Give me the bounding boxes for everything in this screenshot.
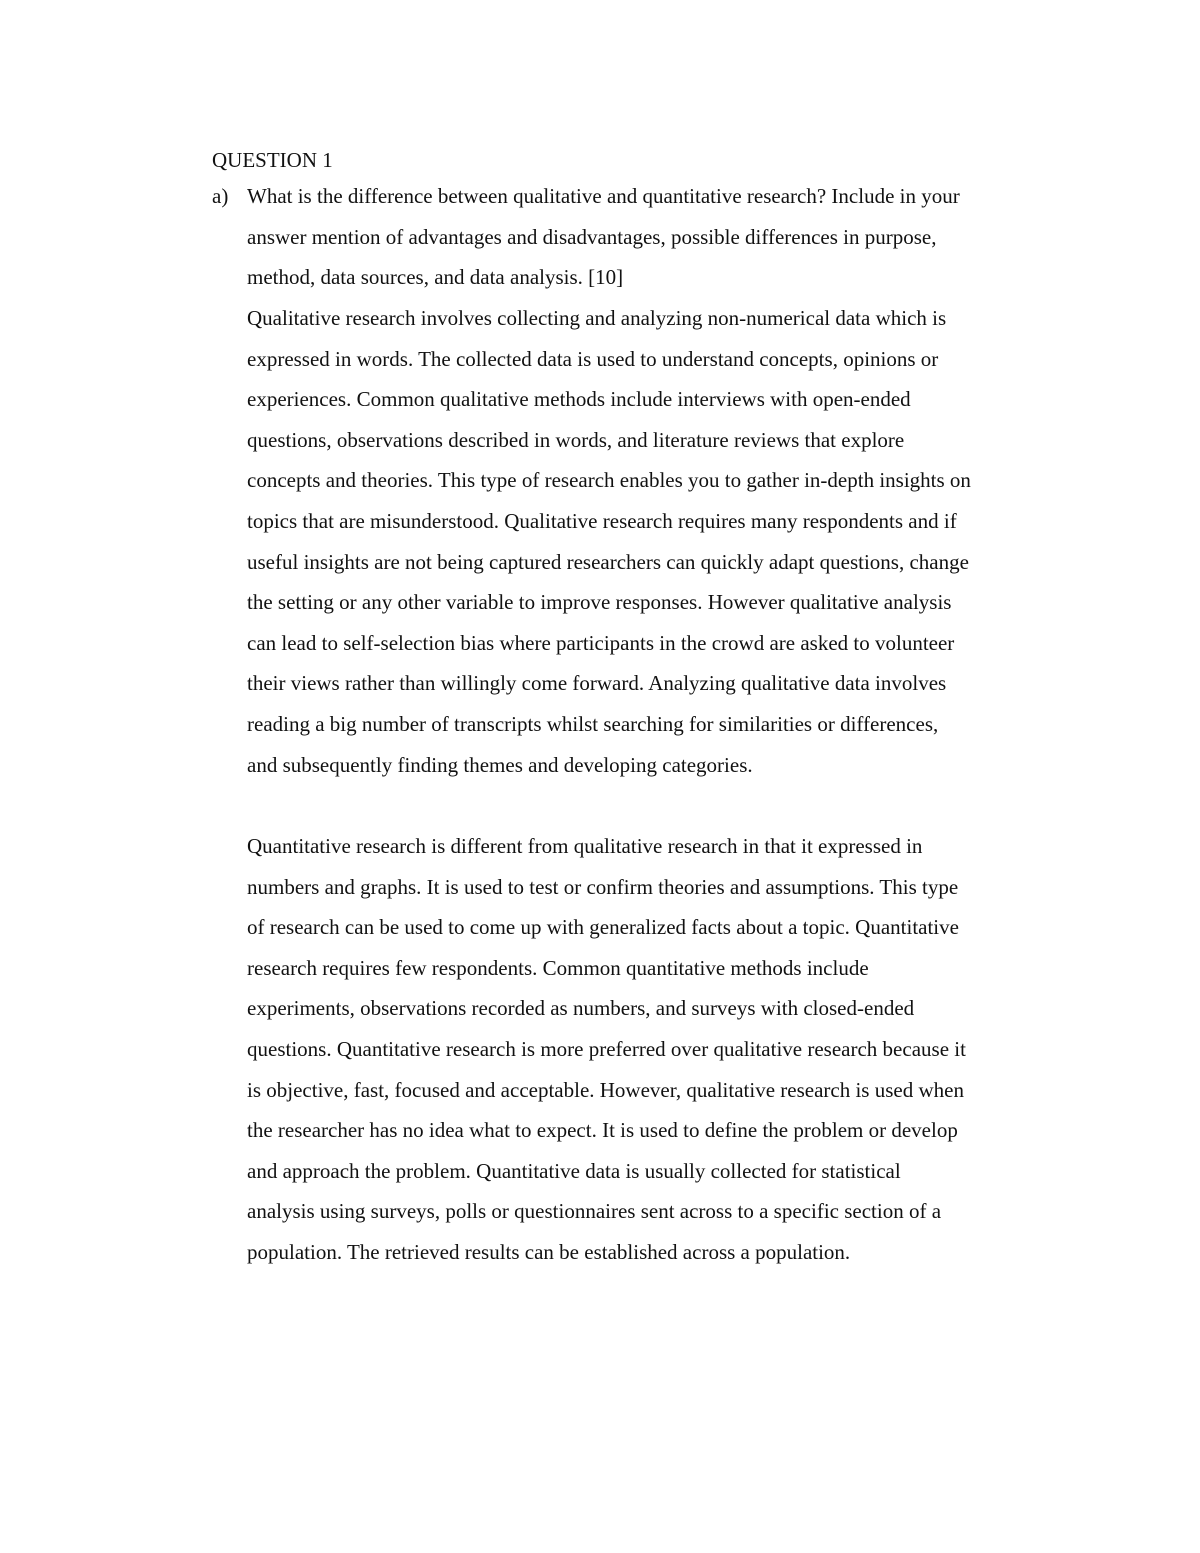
prompt-line: What is the difference between qualitative and quantitative research? Include in your bbox=[247, 184, 960, 208]
paragraph-line: analysis using surveys, polls or questionnaires sent across to a specific section of a bbox=[247, 1199, 942, 1224]
question-marker: a) bbox=[212, 184, 229, 208]
paragraph-line: expressed in words. The collected data is used to understand concepts, opinions or bbox=[247, 346, 939, 371]
paragraph-line: numbers and graphs. It is used to test or confirm theories and assumptions. This type bbox=[247, 874, 959, 899]
paragraph-line: population. The retrieved results can be established across a population. bbox=[247, 1239, 851, 1264]
paragraph-line: topics that are misunderstood. Qualitative research requires many respondents and if bbox=[247, 508, 957, 533]
paragraph-line: Qualitative research involves collecting and analyzing non-numerical data which is bbox=[247, 306, 947, 330]
paragraph-line: can lead to self-selection bias where participants in the crowd are asked to volunteer bbox=[247, 630, 955, 655]
paragraph-line: experiments, observations recorded as numbers, and surveys with closed-ended bbox=[247, 996, 915, 1021]
paragraph-line: questions, observations described in words, and literature reviews that explore bbox=[247, 427, 905, 452]
answer-paragraph-quantitative bbox=[247, 826, 1077, 1273]
paragraph-line: experiences. Common qualitative methods include interviews with open-ended bbox=[247, 387, 911, 412]
paragraph-line: the researcher has no idea what to expect. It is used to define the problem or develop bbox=[247, 1118, 958, 1143]
answer-paragraph-qualitative bbox=[247, 298, 1077, 785]
paragraph-line: and subsequently finding themes and developing categories. bbox=[247, 752, 753, 777]
paragraph-line: questions. Quantitative research is more preferred over qualitative research because it bbox=[247, 1036, 966, 1061]
question-heading: QUESTION 1 bbox=[212, 148, 333, 172]
question-prompt bbox=[247, 176, 1077, 298]
prompt-line: answer mention of advantages and disadvantages, possible differences in purpose, bbox=[247, 224, 937, 249]
paragraph-line: is objective, fast, focused and acceptable. However, qualitative research is used when bbox=[247, 1077, 964, 1102]
paragraph-line: research requires few respondents. Common quantitative methods include bbox=[247, 955, 869, 980]
paragraph-line: their views rather than willingly come forward. Analyzing qualitative data involves bbox=[247, 671, 947, 696]
prompt-line: method, data sources, and data analysis. [10] bbox=[247, 265, 624, 290]
paragraph-line: the setting or any other variable to improve responses. However qualitative analysis bbox=[247, 590, 952, 615]
paragraph-line: and approach the problem. Quantitative data is usually collected for statistical bbox=[247, 1158, 901, 1183]
paragraph-line: Quantitative research is different from qualitative research in that it expressed in bbox=[247, 834, 923, 858]
paragraph-line: useful insights are not being captured researchers can quickly adapt questions, change bbox=[247, 549, 969, 574]
paragraph-line: concepts and theories. This type of research enables you to gather in-depth insights on bbox=[247, 468, 971, 493]
paragraph-line: reading a big number of transcripts whilst searching for similarities or differences, bbox=[247, 711, 939, 736]
paragraph-line: of research can be used to come up with generalized facts about a topic. Quantitative bbox=[247, 915, 959, 940]
